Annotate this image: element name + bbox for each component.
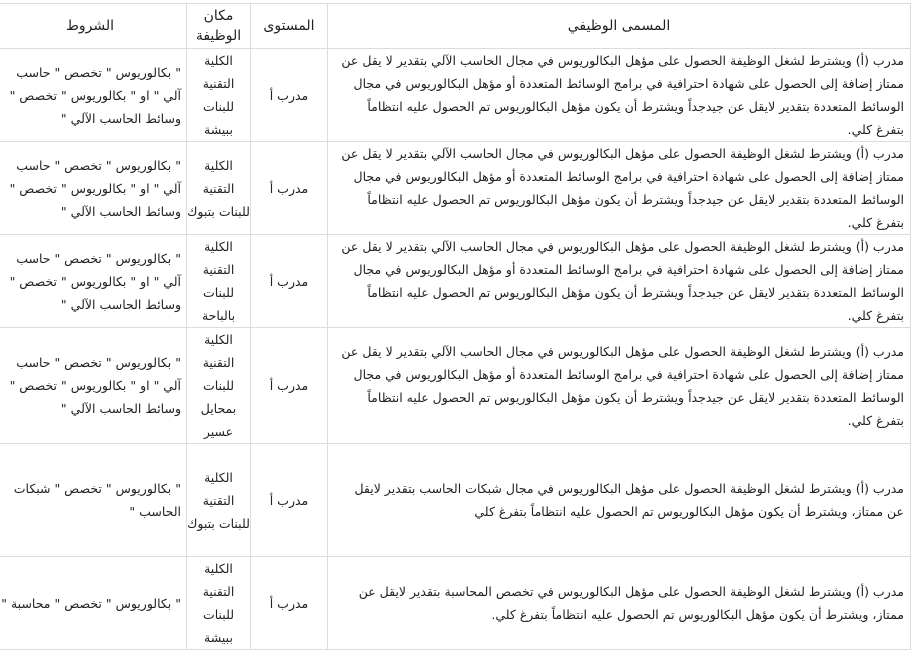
conditions-cell: " بكالوريوس " تخصص " حاسب آلي " او " بكالوريوس " تخصص " وسائط الحاسب الآلي "	[0, 328, 187, 444]
conditions-cell: " بكالوريوس " تخصص " حاسب آلي " او " بكالوريوس " تخصص " وسائط الحاسب الآلي "	[0, 235, 187, 328]
location-cell: الكلية التقنية للبنات ببيشة	[187, 49, 251, 142]
job-title-cell: مدرب (أ) ويشترط لشغل الوظيفة الحصول على مؤهل البكالوريوس في مجال الحاسب الآلي بتقدير لا يقل عن ممتاز إضافة إلى الحصول على شهادة احترافية في برامج الوسائط المتعددة أو مؤهل البكالوريوس في مجال الوسائط المتعددة بتقدير لايقل عن جيدجداً ويشترط أن يكون مؤهل البكالوريوس تم الحصول عليه انتظاماً بتفرغ كلي.	[328, 142, 911, 235]
level-cell: مدرب أ	[251, 49, 328, 142]
header-conditions: الشروط	[0, 4, 187, 49]
conditions-cell: " بكالوريوس " تخصص " محاسبة "	[0, 557, 187, 650]
level-cell: مدرب أ	[251, 235, 328, 328]
header-job-title: المسمى الوظيفي	[328, 4, 911, 49]
table-row	[0, 235, 911, 328]
level-cell: مدرب أ	[251, 444, 328, 557]
level-cell: مدرب أ	[251, 328, 328, 444]
table-header-row	[0, 4, 911, 49]
header-level: المستوى	[251, 4, 328, 49]
header-location	[187, 4, 251, 49]
job-title-cell: مدرب (أ) ويشترط لشغل الوظيفة الحصول على مؤهل البكالوريوس في مجال الحاسب الآلي بتقدير لا يقل عن ممتاز إضافة إلى الحصول على شهادة احترافية في برامج الوسائط المتعددة أو مؤهل البكالوريوس في مجال الوسائط المتعددة بتقدير لايقل عن جيدجداً ويشترط أن يكون مؤهل البكالوريوس تم الحصول عليه انتظاماً بتفرغ كلي.	[328, 328, 911, 444]
level-cell: مدرب أ	[251, 142, 328, 235]
location-cell: الكلية التقنية للبنات بمحايل عسير	[187, 328, 251, 444]
table-row	[0, 444, 911, 557]
job-title-cell: مدرب (أ) ويشترط لشغل الوظيفة الحصول على مؤهل البكالوريوس في مجال الحاسب الآلي بتقدير لا يقل عن ممتاز إضافة إلى الحصول على شهادة احترافية في برامج الوسائط المتعددة أو مؤهل البكالوريوس في مجال الوسائط المتعددة بتقدير لايقل عن جيدجداً ويشترط أن يكون مؤهل البكالوريوس تم الحصول عليه انتظاماً بتفرغ كلي.	[328, 49, 911, 142]
table-row	[0, 49, 911, 142]
location-cell: الكلية التقنية للبنات بتبوك	[187, 142, 251, 235]
location-cell: الكلية التقنية للبنات بالباحة	[187, 235, 251, 328]
header-location-label: مكان الوظيفة	[195, 8, 242, 44]
table-row	[0, 142, 911, 235]
table-row	[0, 557, 911, 650]
table-row	[0, 328, 911, 444]
level-cell: مدرب أ	[251, 557, 328, 650]
job-title-cell: مدرب (أ) ويشترط لشغل الوظيفة الحصول على مؤهل البكالوريوس في مجال شبكات الحاسب بتقدير لايقل عن ممتاز، ويشترط أن يكون مؤهل البكالوريوس تم الحصول عليه انتظاماً بتفرغ كلي	[328, 444, 911, 557]
location-cell: الكلية التقنية للبنات بتبوك	[187, 444, 251, 557]
jobs-table	[0, 3, 911, 650]
conditions-cell: " بكالوريوس " تخصص " شبكات الحاسب "	[0, 444, 187, 557]
job-title-cell: مدرب (أ) ويشترط لشغل الوظيفة الحصول على مؤهل البكالوريوس في مجال الحاسب الآلي بتقدير لا يقل عن ممتاز إضافة إلى الحصول على شهادة احترافية في برامج الوسائط المتعددة أو مؤهل البكالوريوس في مجال الوسائط المتعددة بتقدير لايقل عن جيدجداً ويشترط أن يكون مؤهل البكالوريوس تم الحصول عليه انتظاماً بتفرغ كلي.	[328, 235, 911, 328]
conditions-cell: " بكالوريوس " تخصص " حاسب آلي " او " بكالوريوس " تخصص " وسائط الحاسب الآلي "	[0, 142, 187, 235]
conditions-cell: " بكالوريوس " تخصص " حاسب آلي " او " بكالوريوس " تخصص " وسائط الحاسب الآلي "	[0, 49, 187, 142]
job-title-cell: مدرب (أ) ويشترط لشغل الوظيفة الحصول على مؤهل البكالوريوس في تخصص المحاسبة بتقدير لايقل عن ممتاز، ويشترط أن يكون مؤهل البكالوريوس تم الحصول عليه انتظاماً بتفرغ كلي.	[328, 557, 911, 650]
location-cell: الكلية التقنية للبنات ببيشة	[187, 557, 251, 650]
